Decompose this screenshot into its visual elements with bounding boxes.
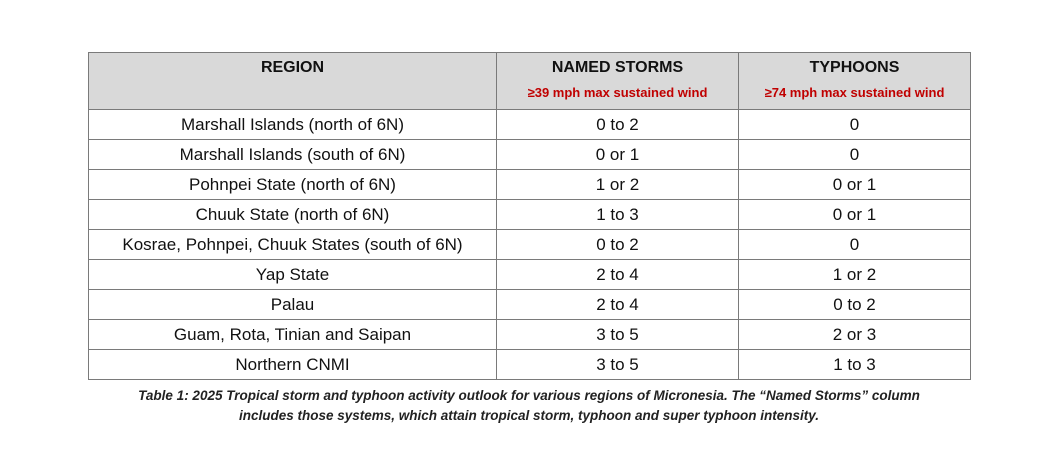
header-typhoons-label: TYPHOONS xyxy=(809,59,900,76)
table-row xyxy=(89,200,971,230)
typhoons-cell: 0 or 1 xyxy=(739,170,971,200)
table-caption xyxy=(88,386,970,426)
header-named-storms-label: NAMED STORMS xyxy=(551,59,684,76)
header-named-storms xyxy=(497,53,739,110)
typhoons-cell: 2 or 3 xyxy=(739,320,971,350)
table-row xyxy=(89,290,971,320)
named-storms-cell: 0 to 2 xyxy=(497,230,739,260)
named-storms-cell: 1 to 3 xyxy=(497,200,739,230)
header-typhoons xyxy=(739,53,971,110)
region-cell: Northern CNMI xyxy=(89,350,497,380)
header-typhoons-threshold: ≥74 mph max sustained wind xyxy=(764,85,945,100)
table-row xyxy=(89,110,971,140)
table-row xyxy=(89,320,971,350)
region-cell: Chuuk State (north of 6N) xyxy=(89,200,497,230)
header-region xyxy=(89,53,497,110)
table-row xyxy=(89,140,971,170)
named-storms-cell: 0 or 1 xyxy=(497,140,739,170)
region-cell: Kosrae, Pohnpei, Chuuk States (south of 6N) xyxy=(89,230,497,260)
header-named-storms-threshold: ≥39 mph max sustained wind xyxy=(527,85,708,100)
table-row xyxy=(89,350,971,380)
outlook-table-container xyxy=(88,52,970,380)
table-row xyxy=(89,230,971,260)
named-storms-cell: 0 to 2 xyxy=(497,110,739,140)
table-body xyxy=(89,110,971,380)
table-row xyxy=(89,170,971,200)
typhoons-cell: 0 xyxy=(739,110,971,140)
caption-line-2: includes those systems, which attain tropical storm, typhoon and super typhoon intensity. xyxy=(238,408,820,423)
typhoons-cell: 0 xyxy=(739,230,971,260)
named-storms-cell: 2 to 4 xyxy=(497,260,739,290)
named-storms-cell: 3 to 5 xyxy=(497,320,739,350)
named-storms-cell: 2 to 4 xyxy=(497,290,739,320)
outlook-table xyxy=(88,52,971,380)
caption-line-1: Table 1: 2025 Tropical storm and typhoon activity outlook for various regions of Micronesia. The “Named Storms” column xyxy=(138,388,920,403)
table-header xyxy=(89,53,971,110)
typhoons-cell: 0 to 2 xyxy=(739,290,971,320)
region-cell: Pohnpei State (north of 6N) xyxy=(89,170,497,200)
region-cell: Yap State xyxy=(89,260,497,290)
named-storms-cell: 3 to 5 xyxy=(497,350,739,380)
typhoons-cell: 0 xyxy=(739,140,971,170)
typhoons-cell: 1 or 2 xyxy=(739,260,971,290)
region-cell: Guam, Rota, Tinian and Saipan xyxy=(89,320,497,350)
region-cell: Palau xyxy=(89,290,497,320)
named-storms-cell: 1 or 2 xyxy=(497,170,739,200)
region-cell: Marshall Islands (south of 6N) xyxy=(89,140,497,170)
typhoons-cell: 1 to 3 xyxy=(739,350,971,380)
typhoons-cell: 0 or 1 xyxy=(739,200,971,230)
header-row xyxy=(89,53,971,110)
header-region-label: REGION xyxy=(260,59,325,76)
table-row xyxy=(89,260,971,290)
region-cell: Marshall Islands (north of 6N) xyxy=(89,110,497,140)
